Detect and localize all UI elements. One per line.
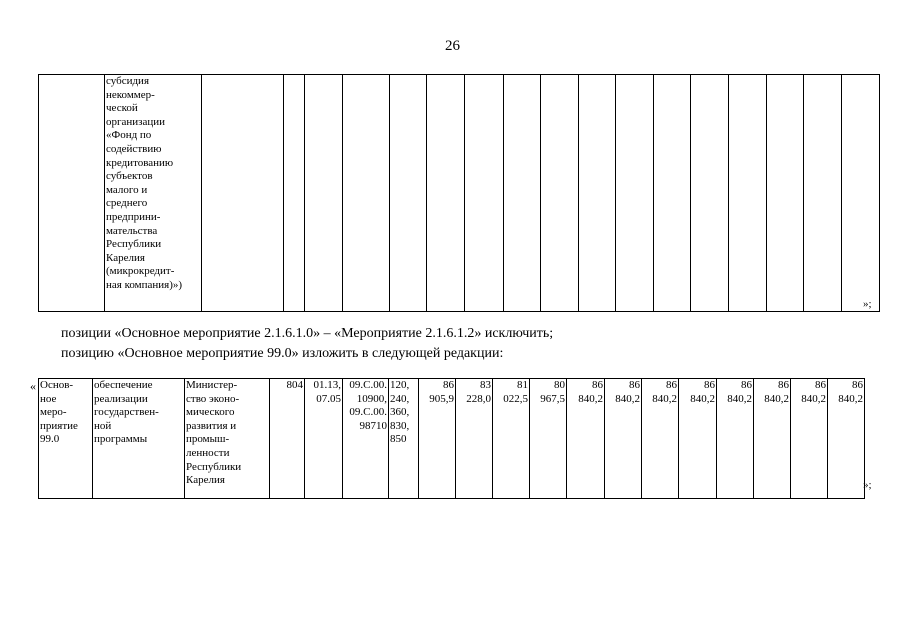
funding-value-cell — [530, 379, 567, 499]
rzpr-line: 01.13, — [313, 379, 341, 391]
event-name-line: Основ- — [40, 379, 74, 391]
funding-value-line: 80 — [554, 379, 565, 391]
funding-value-line: 86 — [852, 379, 863, 391]
funding-value-line: 228,0 — [466, 392, 491, 405]
recipient-label-line: Карелия — [106, 251, 145, 264]
executor-line: промыш- — [186, 433, 230, 446]
recipient-label-cell — [105, 75, 202, 312]
executor-line: развития и — [186, 419, 237, 432]
recipient-label-line: ческой — [106, 102, 138, 115]
table-fragment-top — [38, 74, 880, 312]
table-cell — [504, 75, 541, 312]
rzpr-cell — [305, 379, 343, 499]
funding-value-line: 86 — [741, 379, 752, 391]
event-name-line: меро- — [40, 406, 67, 419]
table-cell — [390, 75, 427, 312]
paragraph-remove: позиции «Основное мероприятие 2.1.6.1.0» – «Мероприятие 2.1.6.1.2» исключить; — [61, 326, 554, 341]
table-cell — [541, 75, 579, 312]
funding-value-line: 83 — [480, 379, 491, 391]
table-cell — [654, 75, 691, 312]
funding-value-cell — [642, 379, 679, 499]
funding-value-line: 86 — [592, 379, 603, 391]
recipient-label-line: некоммер- — [106, 88, 155, 101]
recipient-label-line: кредитованию — [106, 156, 174, 169]
funding-value-cell — [605, 379, 642, 499]
recipient-label-line: мательства — [106, 224, 158, 237]
csr-line: 09.С.00. — [349, 406, 387, 419]
vr-cell — [389, 379, 419, 499]
closing-quote-bottom: »; — [863, 479, 872, 491]
table-cell — [465, 75, 504, 312]
table-cell — [284, 75, 305, 312]
funding-value-line: 86 — [815, 379, 826, 391]
executor-line: Карелия — [186, 474, 225, 487]
opening-quote: « — [30, 379, 36, 393]
table-cell — [767, 75, 804, 312]
funding-value-line: 840,2 — [801, 392, 826, 405]
event-goal-line: программы — [94, 433, 148, 446]
table-cell — [343, 75, 390, 312]
funding-value-line: 840,2 — [838, 392, 863, 405]
csr-line: 10900, — [356, 392, 387, 405]
table-cell — [202, 75, 284, 312]
funding-value-line: 840,2 — [652, 392, 677, 405]
table-cell — [39, 75, 105, 312]
funding-value-line: 905,9 — [429, 392, 454, 405]
funding-value-cell — [791, 379, 828, 499]
funding-value-line: 86 — [778, 379, 789, 391]
table-row — [39, 379, 865, 499]
page-number: 26 — [445, 38, 460, 54]
funding-value-cell — [828, 379, 865, 499]
funding-value-cell — [754, 379, 791, 499]
event-goal-line: обеспечение — [94, 379, 153, 391]
funding-value-line: 840,2 — [690, 392, 715, 405]
rzpr-line: 07.05 — [316, 392, 341, 405]
event-goal-line: реализации — [94, 392, 148, 405]
funding-value-cell — [456, 379, 493, 499]
event-goal-cell — [93, 379, 185, 499]
recipient-label-line: (микрокредит- — [106, 265, 175, 278]
table-cell — [729, 75, 767, 312]
recipient-label-line: предприни- — [106, 210, 161, 223]
recipient-label-line: содействию — [106, 142, 162, 155]
executor-line: мического — [186, 406, 235, 419]
paragraph-replace: позицию «Основное мероприятие 99.0» изложить в следующей редакции: — [61, 346, 504, 361]
funding-value-line: 022,5 — [503, 392, 528, 405]
table-cell — [616, 75, 654, 312]
vr-line: 830, — [390, 419, 410, 432]
table-fragment-bottom — [38, 378, 865, 499]
event-name-line: 99.0 — [40, 433, 60, 446]
executor-line: Министер- — [186, 379, 238, 391]
table-cell — [804, 75, 842, 312]
recipient-label-line: ная компания)») — [106, 278, 183, 291]
recipient-label-line: среднего — [106, 197, 148, 210]
funding-value-line: 840,2 — [578, 392, 603, 405]
funding-value-line: 840,2 — [615, 392, 640, 405]
recipient-label-line: Республики — [106, 238, 162, 251]
csr-cell — [343, 379, 389, 499]
vr-line: 850 — [390, 433, 407, 446]
closing-quote-top: »; — [863, 298, 872, 310]
vr-line: 360, — [390, 406, 410, 419]
funding-value-line: 86 — [666, 379, 677, 391]
funding-value-cell — [679, 379, 717, 499]
event-name-cell — [39, 379, 93, 499]
vr-line: 240, — [390, 392, 410, 405]
funding-value-cell — [493, 379, 530, 499]
recipient-label-line: организации — [106, 115, 166, 128]
recipient-label-line: субъектов — [106, 170, 153, 183]
csr-line: 09.С.00. — [349, 379, 387, 391]
table-cell — [842, 75, 880, 312]
funding-value-line: 840,2 — [764, 392, 789, 405]
table-row — [39, 75, 880, 312]
executor-line: ство эконо- — [186, 392, 240, 405]
funding-value-line: 86 — [704, 379, 715, 391]
table-cell — [427, 75, 465, 312]
recipient-label-line: малого и — [106, 183, 148, 196]
funding-value-line: 840,2 — [727, 392, 752, 405]
vr-line: 120, — [390, 379, 410, 391]
csr-line: 98710 — [359, 419, 387, 432]
table-cell — [305, 75, 343, 312]
event-name-line: ное — [40, 392, 57, 405]
table-cell — [691, 75, 729, 312]
recipient-label-line: субсидия — [106, 75, 150, 87]
event-goal-line: государствен- — [94, 406, 159, 419]
funding-value-line: 81 — [517, 379, 528, 391]
event-name-line: приятие — [40, 419, 78, 432]
executor-line: ленности — [186, 446, 230, 459]
funding-value-cell — [717, 379, 754, 499]
funding-value-cell — [419, 379, 456, 499]
executor-cell — [185, 379, 270, 499]
table-cell — [579, 75, 616, 312]
funding-value-line: 86 — [629, 379, 640, 391]
funding-value-line: 967,5 — [540, 392, 565, 405]
event-goal-line: ной — [94, 419, 112, 432]
funding-value-line: 86 — [443, 379, 454, 391]
grbs-cell: 804 — [270, 379, 305, 499]
executor-line: Республики — [186, 460, 242, 473]
recipient-label-line: «Фонд по — [106, 129, 152, 142]
funding-value-cell — [567, 379, 605, 499]
